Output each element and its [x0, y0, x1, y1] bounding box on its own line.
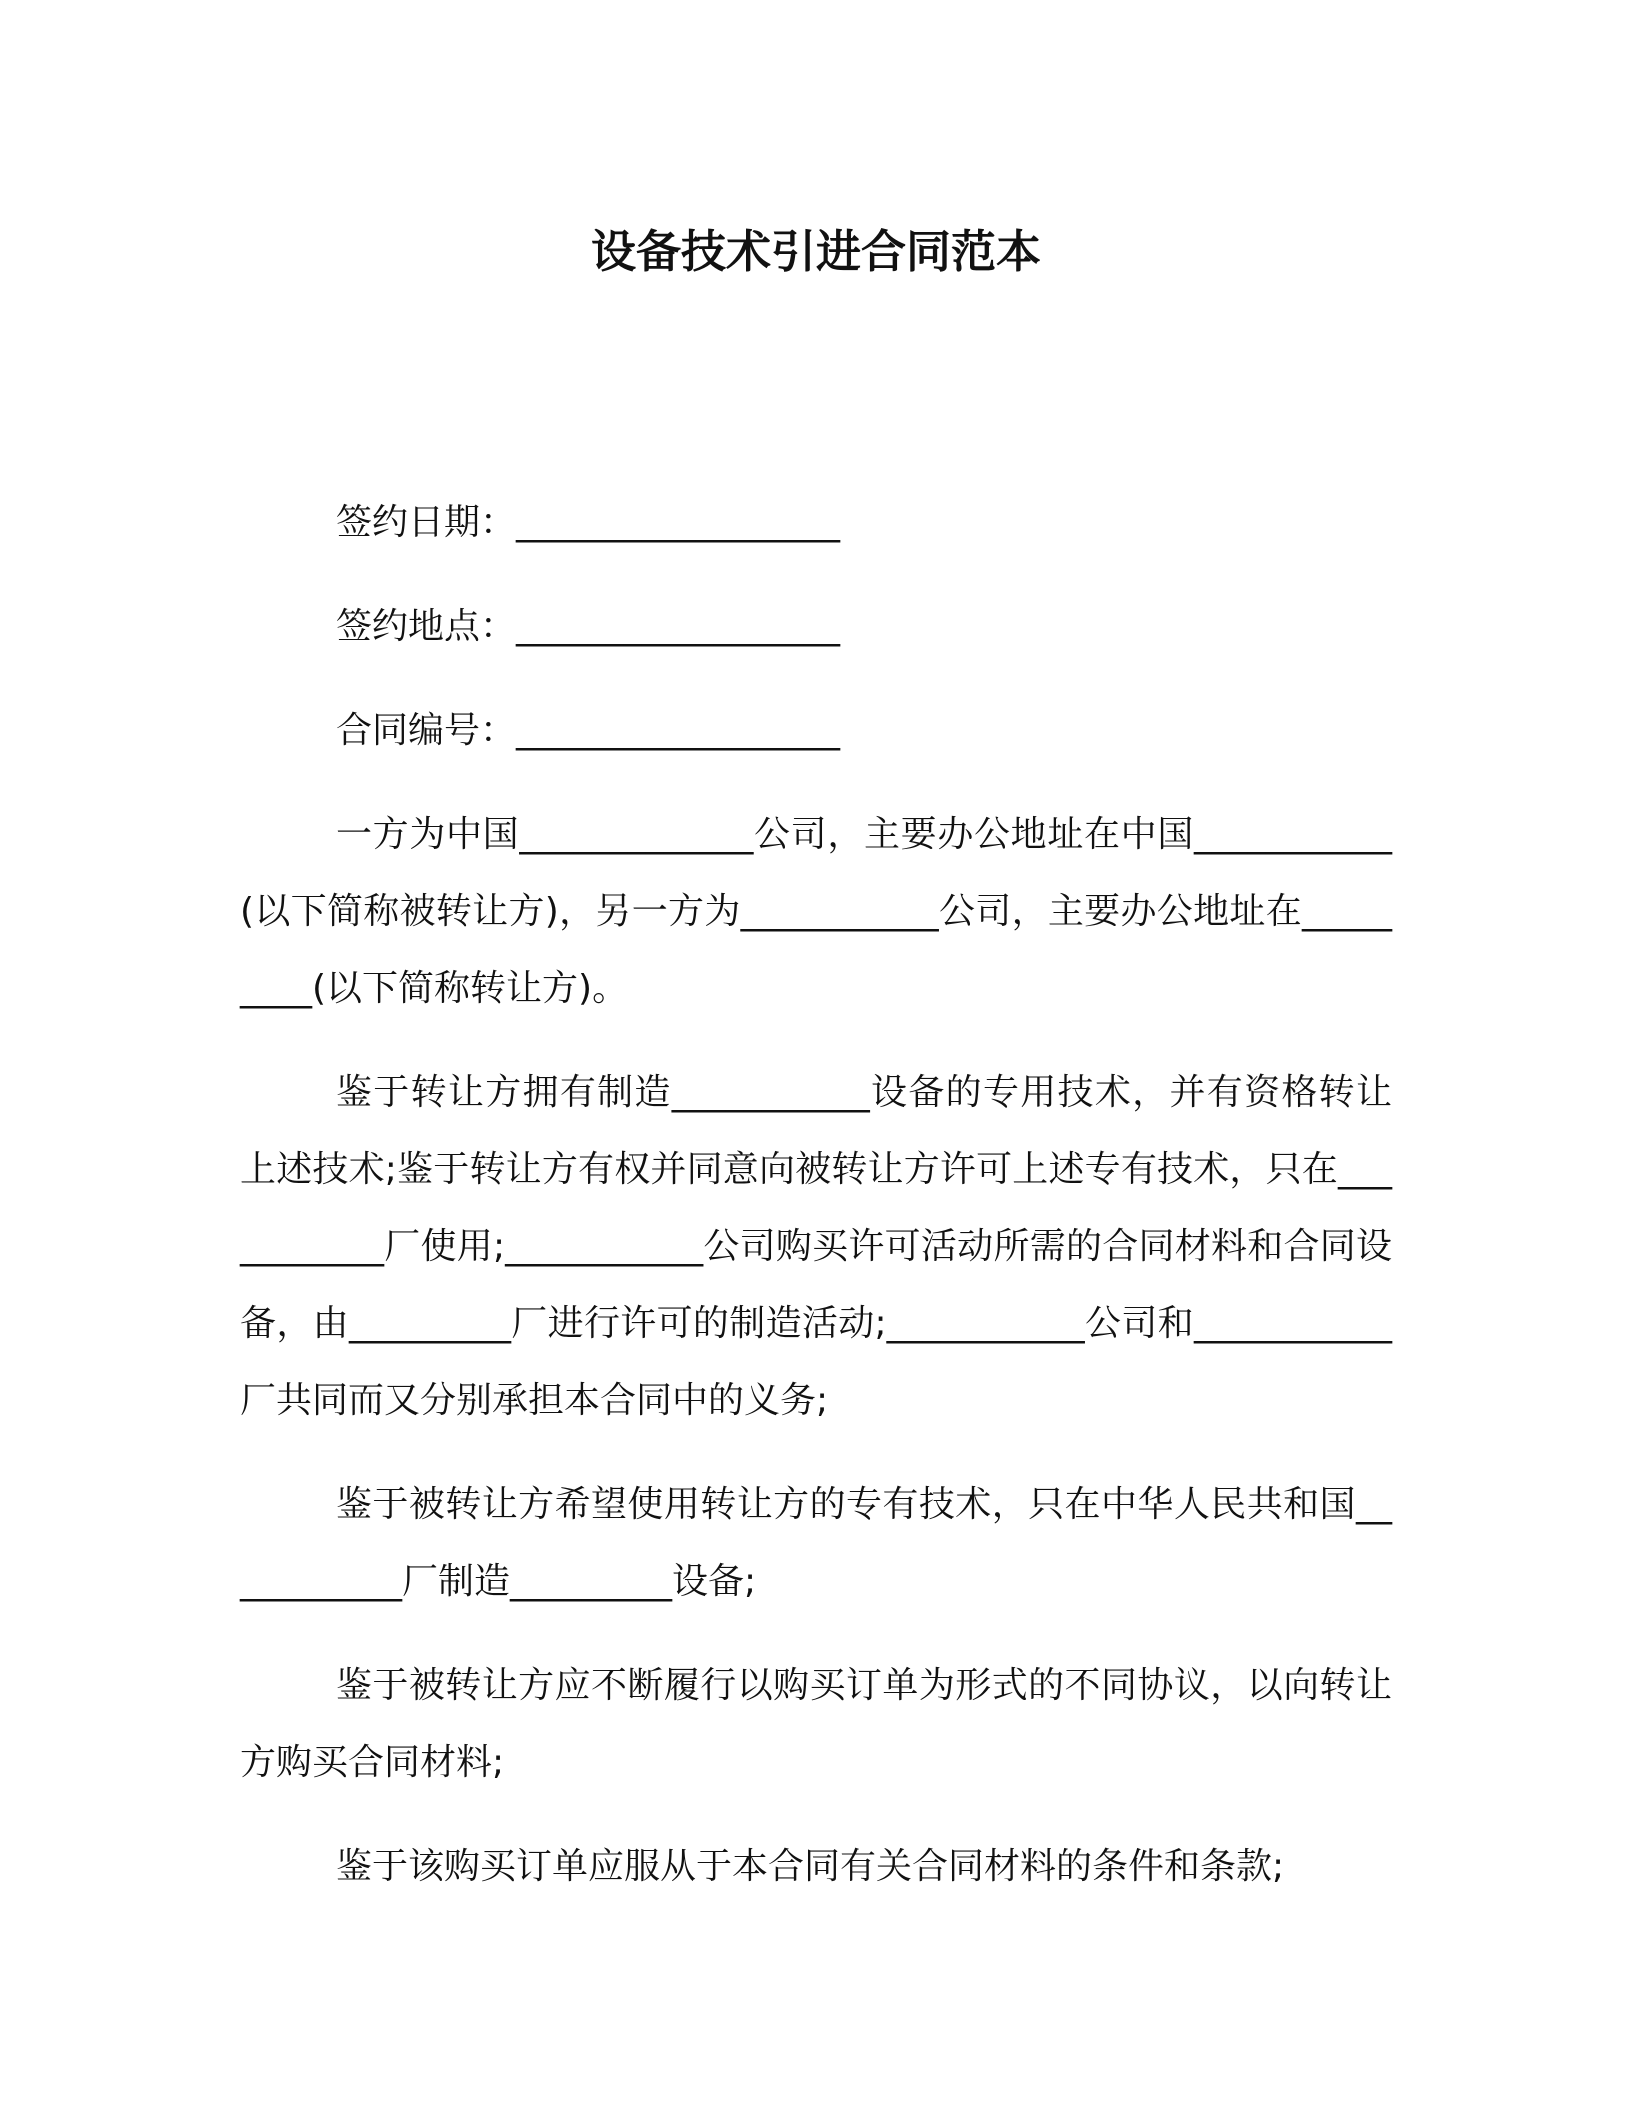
- signing-date-field: 签约日期：__________________: [336, 502, 841, 543]
- document-title: 设备技术引进合同范本: [590, 225, 1041, 278]
- whereas-purchase-paragraph: 鉴于被转让方应不断履行以购买订单为形式的不同协议，以向转让方购买合同材料;: [240, 1665, 1392, 1783]
- parties-paragraph: 一方为中国_____________公司，主要办公地址在中国___________(以下简称被转让方)，另一方为___________公司，主要办公地址在_________(以下简称转让方)。: [240, 814, 1392, 1009]
- contract-number-field: 合同编号：__________________: [336, 710, 841, 751]
- document-body: [240, 484, 1392, 1932]
- whereas-technology-paragraph: 鉴于转让方拥有制造___________设备的专用技术，并有资格转让上述技术;鉴于转让方有权并同意向被转让方许可上述专有技术，只在___________厂使用;___________公司购买许可活动所需的合同材料和合同设备，由_________厂进行许可的制造活动;___________公司和___________厂共同而又分别承担本合同中的义务;: [240, 1072, 1392, 1421]
- whereas-terms-paragraph: 鉴于该购买订单应服从于本合同有关合同材料的条件和条款;: [336, 1846, 1285, 1887]
- signing-place-field: 签约地点：__________________: [336, 606, 841, 647]
- whereas-use-paragraph: 鉴于被转让方希望使用转让方的专有技术，只在中华人民共和国___________厂制造_________设备;: [240, 1484, 1392, 1602]
